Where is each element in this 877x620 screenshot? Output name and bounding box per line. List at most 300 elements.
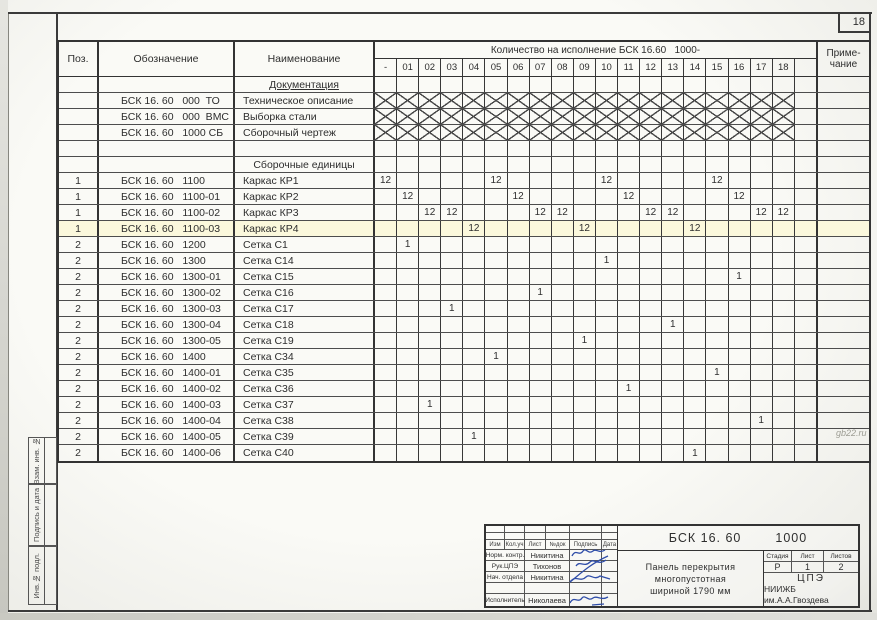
qty-cell — [617, 429, 639, 444]
qty-cell — [728, 141, 750, 156]
crossed-cell — [750, 125, 772, 140]
row-designation: БСК 16. 60 1100 — [97, 173, 233, 188]
row-note — [816, 77, 869, 92]
tb-header-koluch: Кол.уч — [505, 541, 524, 548]
qty-cell — [661, 413, 683, 428]
crossed-cell — [595, 125, 617, 140]
qty-cell — [683, 397, 705, 412]
qty-cell — [529, 237, 551, 252]
qty-cell — [507, 365, 529, 380]
row-designation: БСК 16. 60 1400-03 — [97, 397, 233, 412]
row-name: Сетка С19 — [233, 333, 373, 348]
qty-cell — [728, 349, 750, 364]
col-header-pos: Поз. — [67, 53, 89, 65]
qty-cell — [375, 349, 396, 364]
row-designation — [97, 157, 233, 172]
qty-cell — [595, 301, 617, 316]
qty-cell — [705, 413, 727, 428]
qty-cell — [772, 157, 794, 172]
row-designation — [97, 141, 233, 156]
qty-cell — [440, 381, 462, 396]
qty-cell — [507, 269, 529, 284]
qty-cell — [595, 77, 617, 92]
row-note — [816, 397, 869, 412]
qty-cell — [573, 189, 595, 204]
note-header-line1: Приме- — [826, 48, 861, 59]
qty-cell: 1 — [705, 365, 727, 380]
qty-cell — [661, 141, 683, 156]
page-number-box — [838, 13, 870, 33]
row-designation: БСК 16. 60 1300 — [97, 253, 233, 268]
qty-cell — [484, 285, 506, 300]
exec-col-header: 12 — [639, 59, 661, 76]
qty-cell — [440, 221, 462, 236]
qty-cell — [484, 365, 506, 380]
qty-cell — [639, 189, 661, 204]
row-name: Каркас КР1 — [233, 173, 373, 188]
table-row — [59, 429, 869, 445]
row-note — [816, 381, 869, 396]
crossed-cell — [440, 125, 462, 140]
qty-cell: 1 — [617, 381, 639, 396]
frame-top-line — [8, 12, 872, 14]
qty-cell — [484, 269, 506, 284]
row-pos: 2 — [75, 414, 81, 427]
qty-cell — [507, 141, 529, 156]
qty-cell — [529, 253, 551, 268]
table-row — [59, 221, 869, 237]
qty-cell — [484, 333, 506, 348]
crossed-cell — [484, 93, 506, 108]
row-note — [816, 413, 869, 428]
stage-value: Р — [764, 562, 792, 572]
qty-cell — [661, 397, 683, 412]
qty-cell — [573, 141, 595, 156]
crossed-cell — [595, 109, 617, 124]
sheets-value: 2 — [838, 562, 844, 572]
qty-cell — [418, 237, 440, 252]
qty-cell — [440, 157, 462, 172]
qty-cell — [639, 221, 661, 236]
qty-cell — [462, 77, 484, 92]
qty-cell: 12 — [617, 189, 639, 204]
qty-cell — [551, 157, 573, 172]
crossed-cell — [375, 109, 396, 124]
qty-cell — [772, 141, 794, 156]
qty-matrix — [373, 77, 816, 92]
qty-cell — [595, 429, 617, 444]
qty-cell — [484, 77, 506, 92]
qty-cell — [573, 413, 595, 428]
exec-col-header: 09 — [573, 59, 595, 76]
row-name: Сетка С17 — [233, 301, 373, 316]
stamp-strip-label: Взам. инв. № — [32, 436, 41, 485]
qty-cell — [794, 285, 816, 300]
row-name: Сетка С14 — [233, 253, 373, 268]
table-row — [59, 205, 869, 221]
qty-matrix — [373, 365, 816, 380]
qty-cell — [772, 77, 794, 92]
qty-cell — [573, 157, 595, 172]
qty-cell — [794, 349, 816, 364]
qty-cell — [396, 205, 418, 220]
crossed-cell — [639, 125, 661, 140]
crossed-cell — [551, 93, 573, 108]
stamp-strip-cell — [28, 546, 45, 605]
row-note — [816, 189, 869, 204]
approval-row — [486, 583, 617, 594]
qty-cell — [728, 301, 750, 316]
qty-cell — [440, 189, 462, 204]
row-name: Сетка С34 — [233, 349, 373, 364]
product-name-cell — [618, 551, 764, 606]
qty-cell — [529, 365, 551, 380]
crossed-cell — [617, 125, 639, 140]
crossed-cell — [396, 109, 418, 124]
qty-cell — [639, 77, 661, 92]
table-row — [59, 189, 869, 205]
qty-cell — [375, 157, 396, 172]
qty-cell — [484, 141, 506, 156]
qty-cell: 12 — [573, 221, 595, 236]
qty-cell — [462, 301, 484, 316]
qty-cell — [396, 173, 418, 188]
qty-cell — [396, 285, 418, 300]
row-pos: 1 — [75, 206, 81, 219]
approval-date-cell — [602, 561, 617, 571]
qty-cell — [484, 445, 506, 461]
crossed-cell — [529, 125, 551, 140]
qty-cell — [661, 237, 683, 252]
qty-cell — [529, 173, 551, 188]
exec-col-header: 14 — [683, 59, 705, 76]
crossed-cell — [705, 93, 727, 108]
stamp-strip-cell — [28, 484, 45, 546]
qty-cell — [418, 429, 440, 444]
row-name: Сетка С18 — [233, 317, 373, 332]
qty-cell — [728, 333, 750, 348]
qty-cell — [772, 349, 794, 364]
qty-cell — [705, 349, 727, 364]
qty-cell — [440, 173, 462, 188]
crossed-cell — [440, 93, 462, 108]
row-name: Сетка С37 — [233, 397, 373, 412]
qty-cell — [728, 77, 750, 92]
qty-cell — [507, 445, 529, 461]
row-pos: 1 — [75, 190, 81, 203]
qty-cell — [772, 397, 794, 412]
qty-cell — [639, 333, 661, 348]
stamp-strip-label: Подпись и дата — [32, 488, 41, 542]
crossed-cell — [462, 93, 484, 108]
qty-cell — [750, 429, 772, 444]
document-code-suffix: 1000 — [775, 531, 808, 545]
qty-cell: 1 — [484, 349, 506, 364]
qty-cell — [617, 237, 639, 252]
table-row — [59, 349, 869, 365]
table-row — [59, 109, 869, 125]
crossed-cell — [772, 109, 794, 124]
table-row — [59, 77, 869, 93]
qty-cell — [728, 157, 750, 172]
qty-cell: 12 — [507, 189, 529, 204]
qty-cell — [375, 221, 396, 236]
row-name: Выборка стали — [233, 109, 373, 124]
qty-cell: 12 — [595, 173, 617, 188]
qty-matrix — [373, 397, 816, 412]
exec-col-header: 17 — [750, 59, 772, 76]
qty-cell — [639, 349, 661, 364]
qty-cell: 12 — [396, 189, 418, 204]
row-designation: БСК 16. 60 1300-03 — [97, 301, 233, 316]
crossed-cell — [639, 93, 661, 108]
qty-cell — [683, 77, 705, 92]
exec-col-header: 04 — [462, 59, 484, 76]
qty-cell — [617, 413, 639, 428]
row-note — [816, 205, 869, 220]
qty-cell — [551, 381, 573, 396]
qty-cell — [529, 397, 551, 412]
qty-cell: 1 — [396, 237, 418, 252]
qty-cell — [529, 157, 551, 172]
qty-matrix — [373, 429, 816, 444]
qty-cell — [440, 77, 462, 92]
qty-cell — [705, 397, 727, 412]
qty-cell: 1 — [683, 445, 705, 461]
crossed-cell — [462, 109, 484, 124]
qty-cell — [728, 413, 750, 428]
qty-cell — [683, 413, 705, 428]
qty-cell — [728, 173, 750, 188]
qty-cell — [595, 269, 617, 284]
qty-cell: 12 — [705, 173, 727, 188]
qty-cell: 12 — [661, 205, 683, 220]
crossed-cell — [661, 125, 683, 140]
approval-signature-cell — [570, 561, 602, 571]
qty-cell — [551, 141, 573, 156]
approval-signature-cell — [570, 572, 602, 582]
qty-cell: 1 — [573, 333, 595, 348]
qty-cell — [617, 365, 639, 380]
qty-cell — [728, 317, 750, 332]
row-designation: БСК 16. 60 1200 — [97, 237, 233, 252]
row-note — [816, 253, 869, 268]
qty-cell: 12 — [440, 205, 462, 220]
crossed-cell — [484, 125, 506, 140]
qty-cell — [484, 253, 506, 268]
document-code: БСК 16. 60 — [668, 531, 742, 545]
qty-cell — [595, 349, 617, 364]
row-pos: 2 — [75, 254, 81, 267]
tb-header-podpis: Подпись — [570, 540, 602, 549]
row-pos: 1 — [75, 222, 81, 235]
qty-cell — [772, 173, 794, 188]
qty-cell — [595, 189, 617, 204]
qty-cell — [462, 381, 484, 396]
qty-cell — [375, 429, 396, 444]
qty-cell — [772, 381, 794, 396]
approval-date-cell — [602, 572, 617, 582]
qty-cell — [595, 413, 617, 428]
qty-cell — [529, 333, 551, 348]
approval-name: Никитина — [525, 550, 570, 560]
row-name: Сетка С35 — [233, 365, 373, 380]
qty-cell — [595, 333, 617, 348]
exec-col-header: 16 — [728, 59, 750, 76]
qty-cell — [551, 189, 573, 204]
qty-cell — [551, 333, 573, 348]
qty-cell — [507, 317, 529, 332]
qty-cell — [705, 253, 727, 268]
qty-cell: 1 — [440, 301, 462, 316]
row-name — [233, 141, 373, 156]
row-designation: БСК 16. 60 1400-06 — [97, 445, 233, 461]
qty-cell — [573, 349, 595, 364]
qty-cell — [440, 253, 462, 268]
qty-cell — [551, 253, 573, 268]
qty-cell — [507, 77, 529, 92]
approval-role: Исполнитель — [486, 594, 525, 606]
qty-cell — [573, 285, 595, 300]
qty-cell — [661, 333, 683, 348]
qty-cell — [551, 397, 573, 412]
crossed-cell — [418, 109, 440, 124]
crossed-cell — [750, 109, 772, 124]
qty-cell — [750, 349, 772, 364]
stamp-strip-empty-cell — [45, 546, 57, 605]
qty-cell — [418, 189, 440, 204]
qty-cell: 12 — [379, 175, 392, 186]
row-note — [816, 141, 869, 156]
qty-cell — [418, 253, 440, 268]
exec-col-header: 01 — [396, 59, 418, 76]
crossed-cell — [705, 109, 727, 124]
qty-cell — [440, 317, 462, 332]
row-note — [816, 317, 869, 332]
sheet-label: Лист — [792, 551, 824, 561]
qty-cell — [551, 221, 573, 236]
row-pos — [59, 125, 97, 140]
qty-cell — [728, 365, 750, 380]
qty-cell — [462, 189, 484, 204]
qty-cell — [772, 269, 794, 284]
qty-cell — [507, 429, 529, 444]
table-row — [59, 285, 869, 301]
qty-cell: 12 — [728, 189, 750, 204]
qty-cell — [375, 253, 396, 268]
crossed-cell — [750, 93, 772, 108]
qty-cell — [617, 285, 639, 300]
row-note — [816, 333, 869, 348]
qty-matrix — [373, 157, 816, 172]
crossed-cell — [418, 93, 440, 108]
qty-cell — [794, 429, 816, 444]
crossed-cell — [462, 125, 484, 140]
qty-cell — [750, 141, 772, 156]
qty-cell — [375, 77, 396, 92]
qty-cell — [639, 317, 661, 332]
approval-role: Норм. контр. — [485, 551, 525, 559]
qty-cell — [551, 301, 573, 316]
crossed-cell — [728, 109, 750, 124]
qty-cell — [683, 381, 705, 396]
qty-cell: 1 — [595, 253, 617, 268]
qty-cell — [705, 381, 727, 396]
qty-cell — [728, 285, 750, 300]
qty-cell — [573, 237, 595, 252]
row-pos: 2 — [75, 238, 81, 251]
exec-col-header: 05 — [484, 59, 506, 76]
qty-cell — [396, 269, 418, 284]
qty-cell — [705, 333, 727, 348]
qty-cell — [375, 317, 396, 332]
qty-matrix — [373, 269, 816, 284]
qty-cell — [595, 365, 617, 380]
qty-cell — [617, 221, 639, 236]
qty-cell — [440, 365, 462, 380]
qty-cell — [617, 301, 639, 316]
approval-signature-cell — [570, 550, 602, 560]
row-pos: 2 — [75, 382, 81, 395]
approval-row — [486, 594, 617, 606]
qty-cell — [396, 349, 418, 364]
qty-cell — [462, 445, 484, 461]
table-header — [59, 42, 869, 77]
row-name: Сетка С38 — [233, 413, 373, 428]
qty-cell — [551, 445, 573, 461]
qty-matrix — [373, 381, 816, 396]
qty-cell — [375, 285, 396, 300]
qty-cell — [772, 221, 794, 236]
qty-cell — [661, 269, 683, 284]
qty-cell — [661, 189, 683, 204]
approval-row — [486, 561, 617, 572]
qty-cell — [573, 301, 595, 316]
qty-cell — [418, 445, 440, 461]
qty-cell — [728, 221, 750, 236]
qty-cell — [750, 381, 772, 396]
qty-group-title: Количество на исполнение БСК 16.60 1000- — [375, 42, 816, 59]
qty-cell — [617, 349, 639, 364]
qty-cell — [462, 237, 484, 252]
qty-cell — [772, 317, 794, 332]
row-name: Сборочные единицы — [233, 157, 373, 172]
qty-cell — [484, 189, 506, 204]
row-name: Сетка С1 — [233, 237, 373, 252]
qty-cell — [772, 429, 794, 444]
qty-cell — [484, 157, 506, 172]
qty-cell — [639, 253, 661, 268]
qty-cell — [705, 317, 727, 332]
qty-matrix — [373, 125, 816, 140]
qty-cell — [794, 333, 816, 348]
sheet-info-values-row — [764, 562, 858, 573]
qty-cell — [529, 301, 551, 316]
qty-cell — [705, 285, 727, 300]
tb-header-dok: №док — [546, 540, 570, 549]
row-pos: 2 — [75, 366, 81, 379]
qty-cell — [418, 221, 440, 236]
tb-header-izm: Изм — [486, 540, 505, 549]
qty-cell — [794, 221, 816, 236]
qty-cell — [396, 221, 418, 236]
specification-table — [57, 40, 871, 463]
crossed-cell — [507, 125, 529, 140]
table-row — [59, 253, 869, 269]
crossed-cell — [728, 125, 750, 140]
qty-cell — [573, 205, 595, 220]
qty-cell — [750, 237, 772, 252]
